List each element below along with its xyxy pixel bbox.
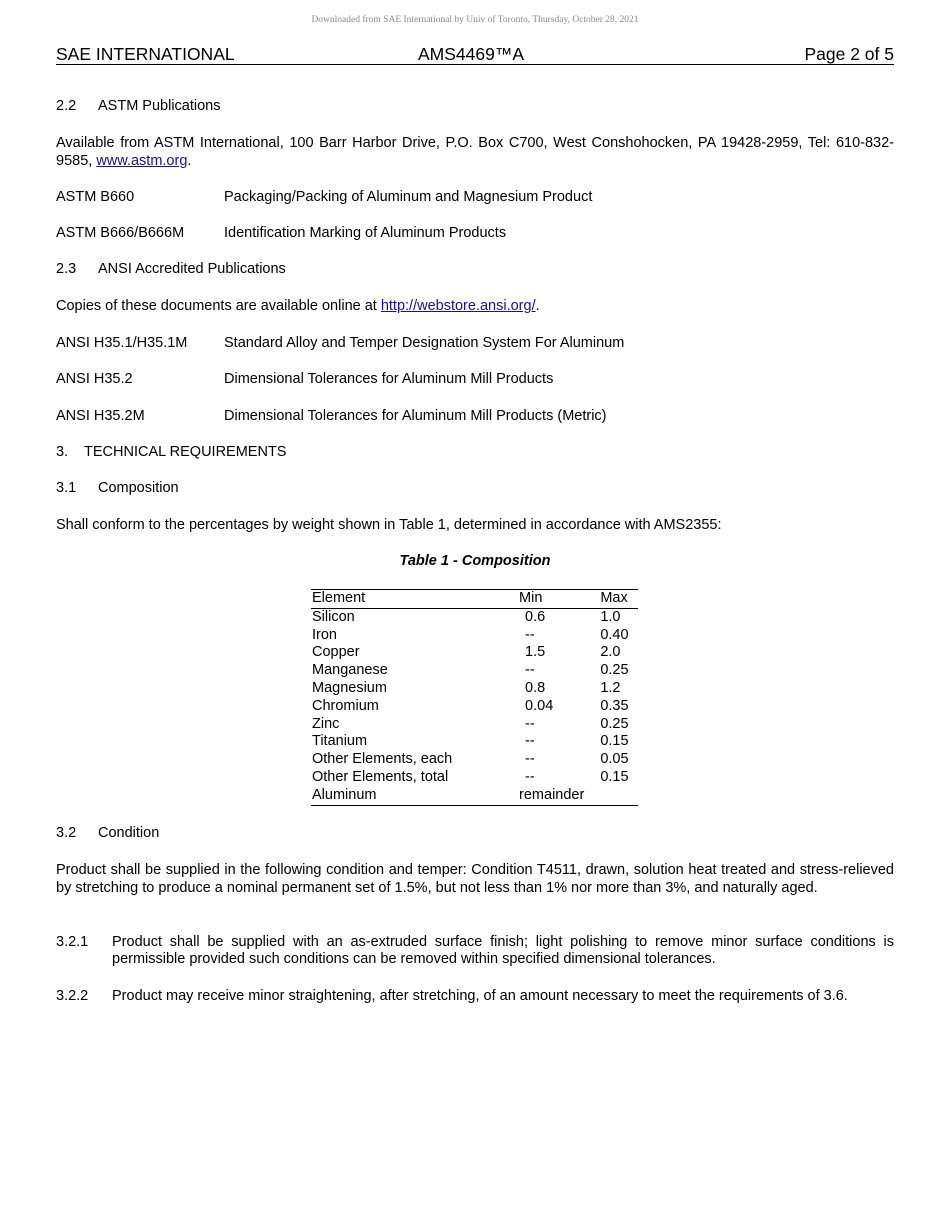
table-row	[311, 716, 638, 734]
subsection-text: Product may receive minor straightening, after stretching, of an amount necessary to meet the requirements of 3.6.	[112, 988, 848, 1004]
section-number: 3.	[56, 444, 69, 460]
min-cell: --	[525, 768, 535, 785]
astm-availability-paragraph	[56, 134, 894, 170]
reference-code: ANSI H35.2	[56, 371, 133, 387]
table-row	[311, 698, 638, 716]
min-cell: --	[525, 733, 535, 750]
period: .	[187, 153, 192, 169]
element-cell: Silicon	[312, 608, 355, 625]
table-row	[311, 608, 638, 626]
condition-paragraph: Product shall be supplied in the following condition and temper: Condition T4511, drawn, solution heat treated and stress-relieved by stretching to produce a nominal permanent set of 1.5%, but not less than 1% nor more than 3%, and naturally aged.	[56, 862, 894, 896]
min-cell: --	[525, 715, 535, 732]
max-cell: 2.0	[600, 644, 621, 661]
table-row	[311, 769, 638, 787]
reference-code: ANSI H35.2M	[56, 408, 145, 424]
astm-website-link[interactable]: www.astm.org	[96, 153, 188, 169]
element-cell: Manganese	[312, 662, 388, 679]
ansi-availability-text: Copies of these documents are available online at	[56, 298, 381, 314]
reference-description: Identification Marking of Aluminum Products	[224, 225, 507, 241]
min-cell: 0.8	[525, 679, 546, 696]
column-header-element: Element	[311, 590, 519, 609]
table-row	[311, 644, 638, 662]
reference-description: Dimensional Tolerances for Aluminum Mill Products	[224, 371, 554, 387]
element-cell: Aluminum	[312, 786, 377, 803]
header-page-number: Page 2 of 5	[804, 44, 894, 64]
section-3-1-heading	[56, 480, 179, 496]
column-header-max: Max	[600, 590, 638, 609]
table-row	[311, 627, 638, 645]
section-number: 3.1	[56, 480, 77, 496]
max-cell: 0.05	[600, 751, 629, 768]
section-2-3-heading	[56, 261, 286, 277]
section-number: 3.2	[56, 825, 77, 841]
element-cell: Other Elements, each	[312, 751, 453, 768]
element-cell: Titanium	[312, 733, 368, 750]
section-title: ASTM Publications	[98, 98, 221, 114]
header-document-number: AMS4469™A	[418, 44, 525, 64]
min-cell: --	[525, 662, 535, 679]
reference-code: ANSI H35.1/H35.1M	[56, 335, 188, 351]
reference-description: Standard Alloy and Temper Designation System For Aluminum	[224, 335, 625, 351]
section-2-2-heading	[56, 98, 221, 114]
subsection-number: 3.2.2	[56, 988, 89, 1004]
remainder-cell: remainder	[519, 786, 585, 803]
composition-table	[311, 589, 638, 806]
composition-text: Shall conform to the percentages by weight shown in Table 1, determined in accordance with AMS2355:	[56, 517, 722, 533]
reference-description: Packaging/Packing of Aluminum and Magnesium Product	[224, 189, 593, 205]
element-cell: Zinc	[312, 715, 340, 732]
max-cell: 0.15	[600, 768, 629, 785]
table-row	[311, 680, 638, 698]
min-cell: 0.6	[525, 608, 546, 625]
section-number: 2.2	[56, 98, 77, 114]
header-publisher: SAE INTERNATIONAL	[56, 44, 235, 64]
max-cell: 0.40	[600, 626, 629, 643]
min-cell: 1.5	[525, 644, 546, 661]
min-cell: --	[525, 626, 535, 643]
section-title: Condition	[98, 825, 160, 841]
section-number: 2.3	[56, 261, 77, 277]
subsection-text: Product shall be supplied with an as-extruded surface finish; light polishing to remove minor surface conditions is permissible provided such conditions can be removed within specified dimensional tolerances.	[112, 934, 894, 967]
element-cell: Copper	[312, 644, 360, 661]
max-cell: 1.2	[600, 679, 621, 696]
table-row-aluminum	[311, 787, 638, 805]
subsection-number: 3.2.1	[56, 934, 89, 950]
max-cell: 0.25	[600, 662, 629, 679]
ansi-webstore-link[interactable]: http://webstore.ansi.org/	[380, 298, 536, 314]
min-cell: 0.04	[525, 697, 554, 714]
element-cell: Iron	[312, 626, 337, 643]
element-cell: Chromium	[312, 697, 379, 714]
max-cell: 0.15	[600, 733, 629, 750]
table-1-title: Table 1 - Composition	[399, 553, 551, 569]
table-row	[311, 733, 638, 751]
reference-code: ASTM B666/B666M	[56, 225, 185, 241]
reference-code: ASTM B660	[56, 189, 135, 205]
section-3-heading	[56, 444, 286, 460]
min-cell: --	[525, 751, 535, 768]
column-header-min: Min	[519, 590, 600, 609]
ansi-availability-paragraph	[56, 298, 540, 314]
max-cell: 0.25	[600, 715, 629, 732]
section-3-2-2	[56, 988, 894, 1005]
table-header-row	[311, 590, 638, 609]
element-cell: Other Elements, total	[312, 768, 449, 785]
section-title: ANSI Accredited Publications	[98, 261, 286, 277]
reference-description: Dimensional Tolerances for Aluminum Mill Products (Metric)	[224, 408, 607, 424]
period: .	[535, 298, 540, 314]
max-cell: 1.0	[600, 608, 621, 625]
section-3-2-1	[56, 934, 894, 968]
table-row	[311, 751, 638, 769]
section-title: Composition	[98, 480, 179, 496]
page-header	[56, 44, 894, 65]
section-3-2-heading	[56, 825, 159, 841]
element-cell: Magnesium	[312, 679, 387, 696]
table-row	[311, 662, 638, 680]
section-title: TECHNICAL REQUIREMENTS	[84, 444, 287, 460]
astm-availability-text: Available from ASTM International, 100 Barr Harbor Drive, P.O. Box C700, West Conshohocken, PA 19428-2959, Tel: 610-832-9585,	[56, 135, 894, 169]
download-note: Downloaded from SAE International by Univ of Toronto, Thursday, October 28, 2021	[311, 15, 639, 25]
max-cell: 0.35	[600, 697, 629, 714]
